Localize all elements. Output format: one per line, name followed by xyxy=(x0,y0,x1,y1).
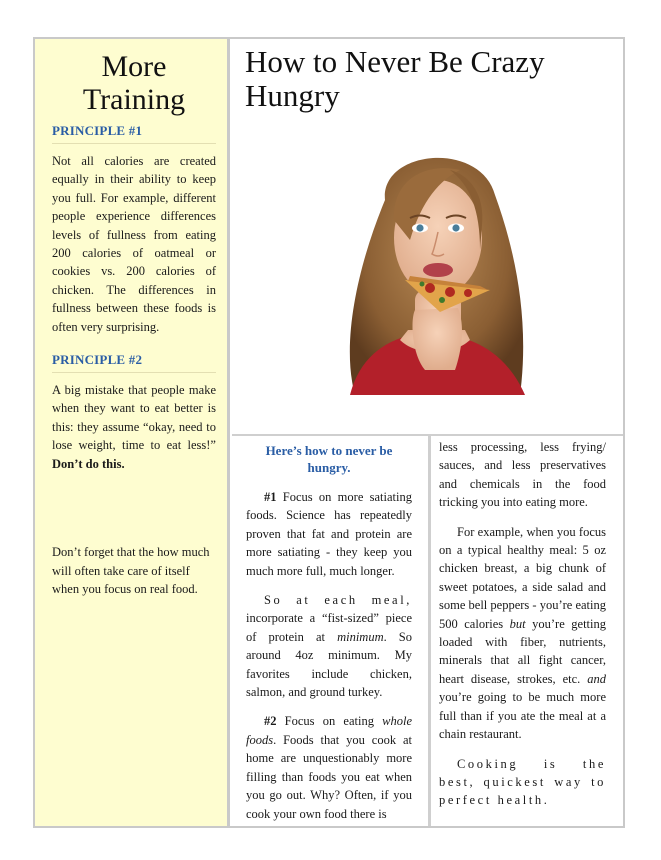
paragraph-2-emphasis: minimum xyxy=(337,629,384,644)
principle-2-heading: PRINCIPLE #2 xyxy=(52,352,216,373)
paragraph-5-emphasis-and: and xyxy=(587,671,606,686)
principle-2-text: A big mistake that people make when they want to eat better is this: they assume “okay, need to lose weight, time to eat less!” xyxy=(52,383,216,453)
paragraph-5-rest: you’re going to be much more full than if you ate the meal at a chain restaurant. xyxy=(439,690,606,742)
article-column-left xyxy=(246,442,412,834)
principle-2-emphasis: Don’t do this. xyxy=(52,456,125,471)
principle-2-body xyxy=(52,381,216,473)
paragraph-2-lead: So at each meal, xyxy=(264,593,412,608)
woman-eating-pizza-photo xyxy=(330,140,545,395)
paragraph-2-text: incorporate a “fist-sized” piece of protein at xyxy=(246,611,412,644)
paragraph-5 xyxy=(439,523,606,744)
principle-1-heading: PRINCIPLE #1 xyxy=(52,123,216,144)
principle-1-body: Not all calories are created equally in their ability to keep you full. For example, different people experience differences levels of fullness from eating 200 calories of oatmeal or cookies vs. 200 calories of chicken. The differences in fullness between these foods is often very surprising. xyxy=(52,154,216,334)
sidebar-title: More Training xyxy=(82,50,186,116)
tip-1-text: Focus on more satiating foods. Science has repeatedly proven that fat and protein are more satiating - they keep you much more full, much longer. xyxy=(246,490,412,578)
paragraph-4: less processing, less frying/ sauces, and less preservatives and chemicals in the food tricking you into eating more. xyxy=(439,440,606,510)
tip-2-rest: . Foods that you cook at home are unquestionably more filling than foods you eat when you go out. Why? Often, if you cook your own food there is xyxy=(246,732,412,821)
tip-2-emphasis: whole foods xyxy=(246,714,412,747)
tip-2-number: #2 xyxy=(264,714,277,729)
sidebar xyxy=(35,39,230,826)
column-divider xyxy=(428,436,431,826)
paragraph-5-text: For example, when you focus on a typical healthy meal: 5 oz chicken breast, a big chunk of sweet potatoes, a side salad and some bell peppers - you’re eating 500 calories xyxy=(439,524,606,631)
paragraph-1 xyxy=(246,488,412,580)
tip-1-number: #1 xyxy=(264,490,277,504)
paragraph-2-rest: . So around 4oz minimum. My favorites include chicken, salmon, and ground turkey. xyxy=(246,629,413,700)
paragraph-2 xyxy=(246,591,412,701)
article-column-right xyxy=(439,438,606,821)
article-title: How to Never Be Crazy Hungry xyxy=(245,44,545,113)
paragraph-6-text: Cooking is the best, quickest way to perfect health. xyxy=(439,756,606,808)
tip-2-text: Focus on eating xyxy=(276,714,383,729)
paragraph-6 xyxy=(439,755,606,810)
sidebar-note: Don’t forget that the how much will often take care of itself when you focus on real food. xyxy=(52,545,210,596)
paragraph-5-emphasis-but: but xyxy=(509,616,526,631)
column-heading: Here’s how to never be hungry. xyxy=(265,443,393,475)
paragraph-5-middle: you’re getting loaded with fiber, nutrients, minerals that all fight cancer, heart disease, strokes, etc. xyxy=(439,616,606,686)
paragraph-3 xyxy=(246,712,412,822)
